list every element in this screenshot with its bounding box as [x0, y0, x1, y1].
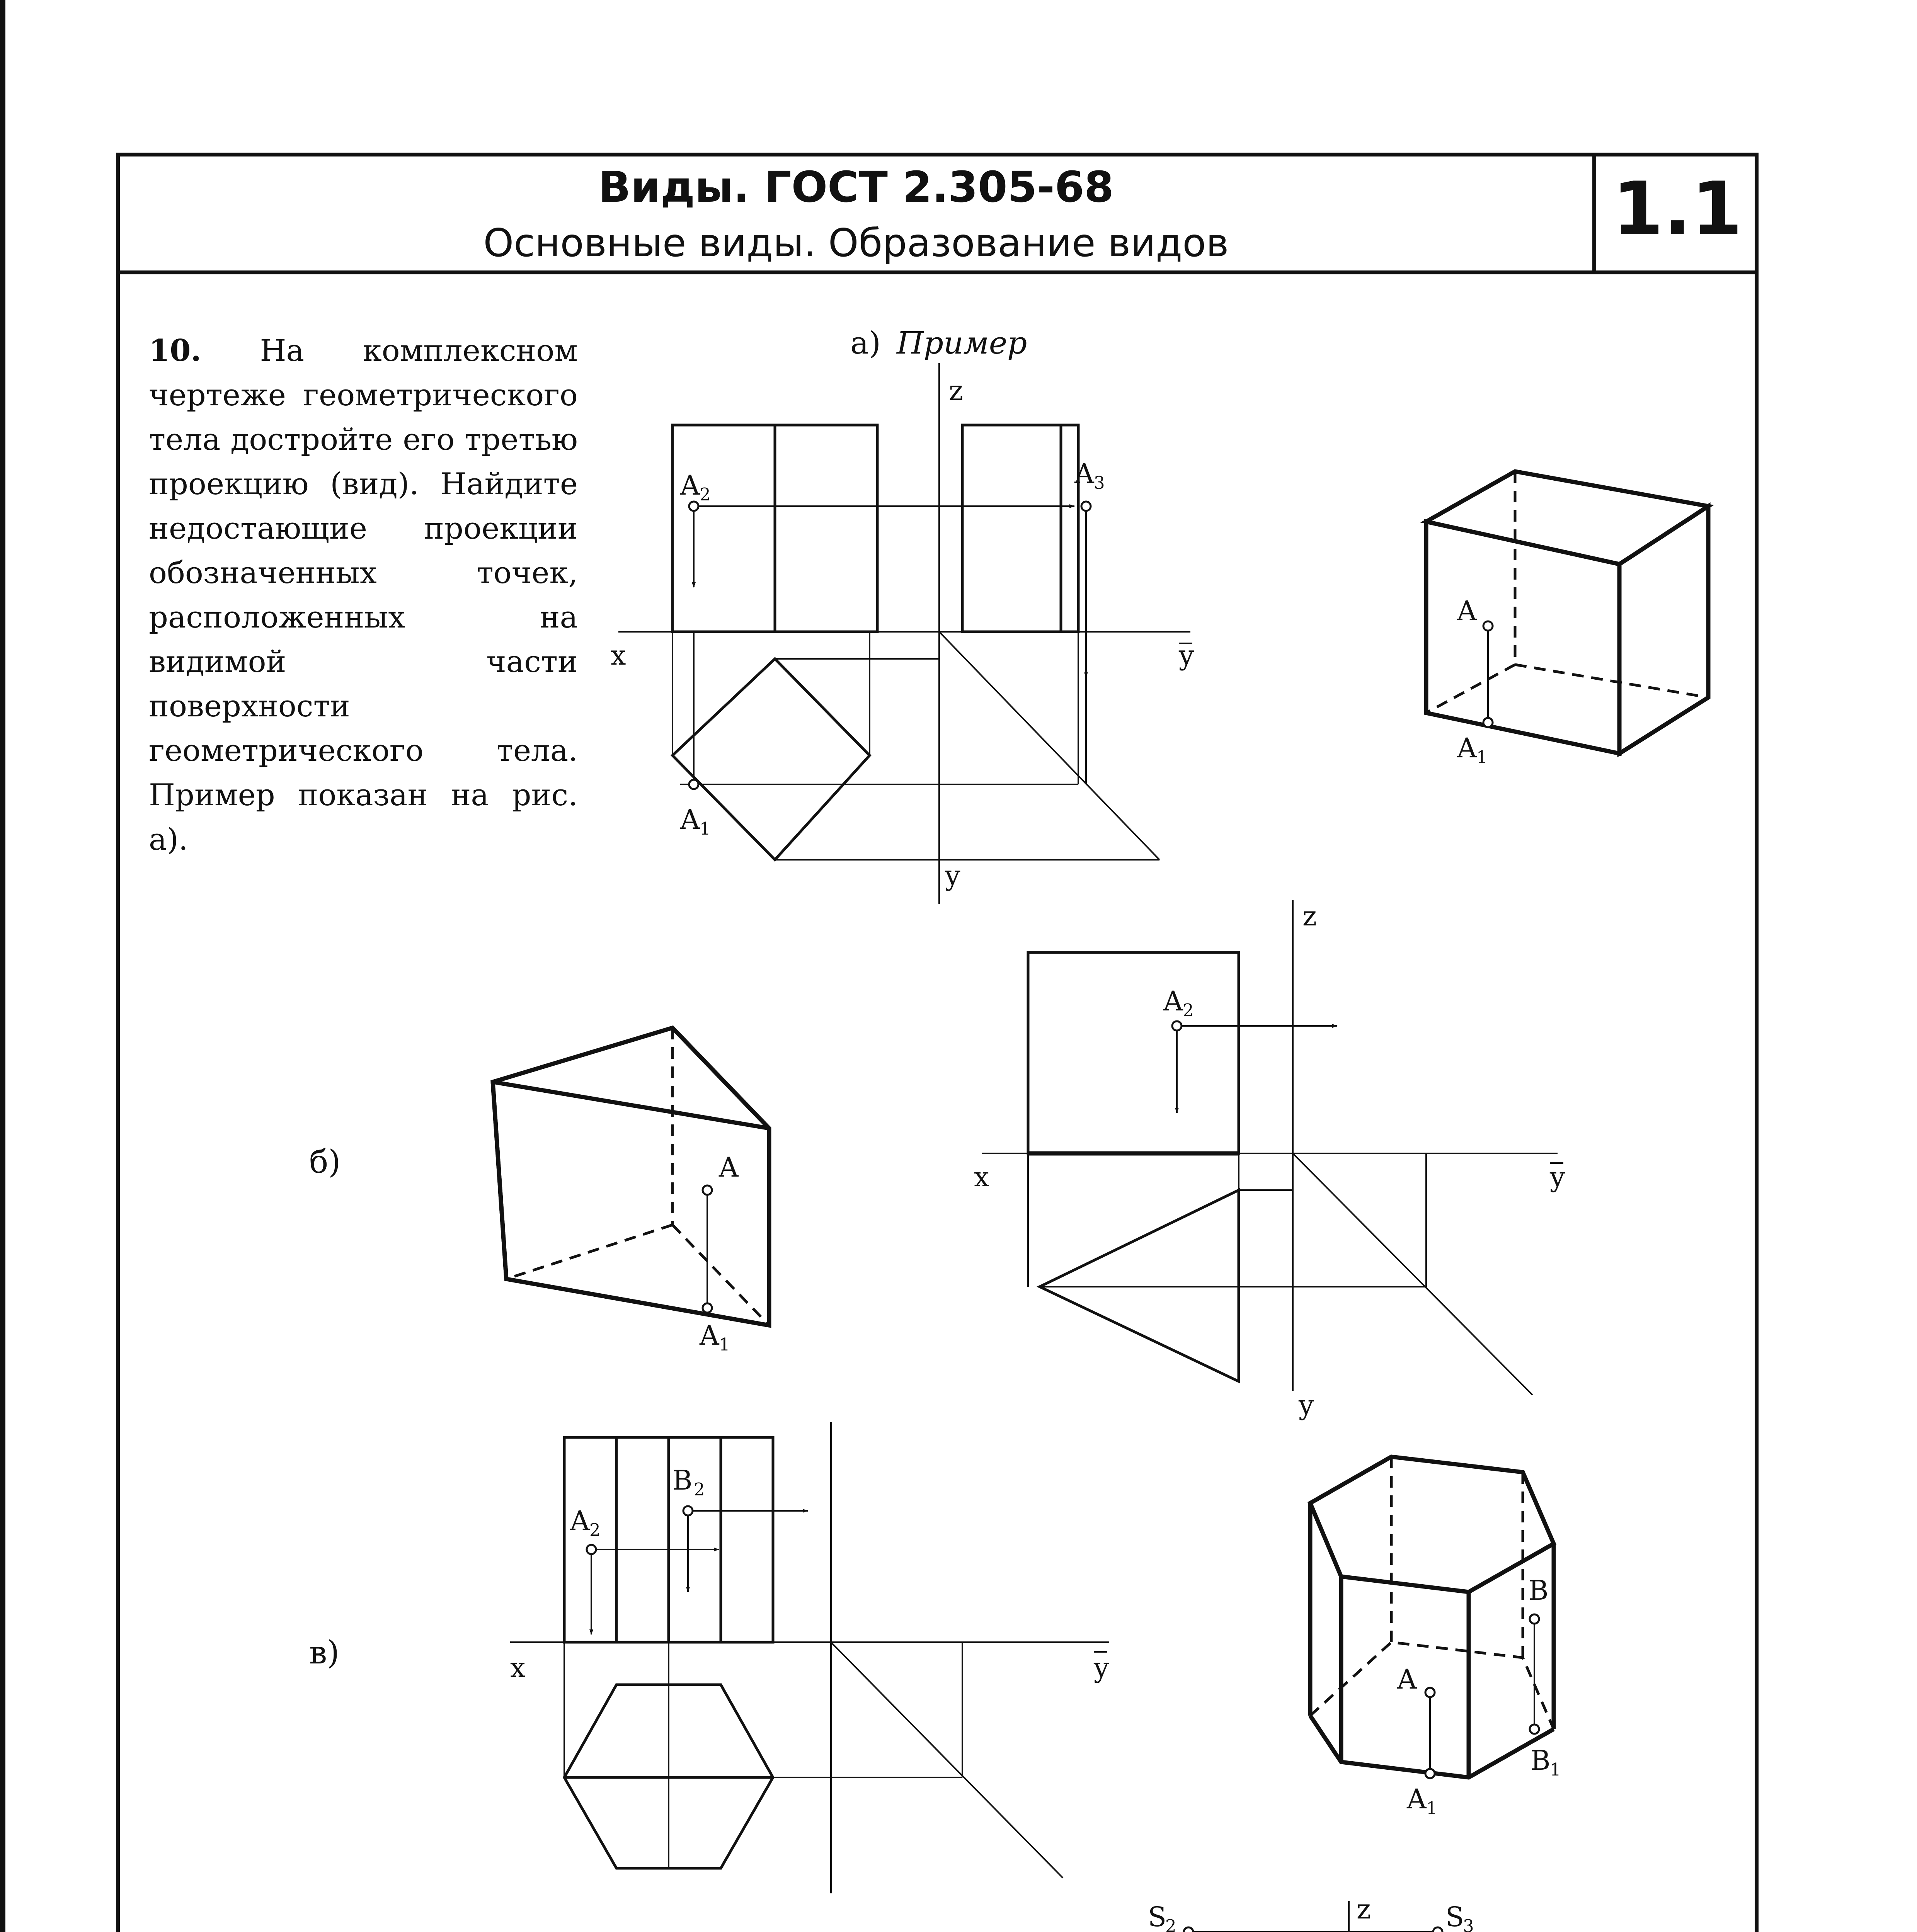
- svg-text:y: y: [1094, 1652, 1109, 1684]
- label-A3: A: [1074, 458, 1094, 490]
- box-isometric: [1426, 471, 1708, 767]
- svg-text:B: B: [1531, 1745, 1551, 1776]
- y-bar-label: y: [1179, 639, 1194, 671]
- label-A2: A: [680, 469, 700, 501]
- svg-text:1: 1: [1476, 747, 1488, 767]
- figure-a-example: [611, 325, 1708, 904]
- svg-text:x: x: [510, 1652, 526, 1684]
- svg-text:3: 3: [1094, 473, 1105, 493]
- svg-text:2: 2: [1165, 1916, 1176, 1932]
- svg-text:y: y: [1299, 1389, 1314, 1421]
- page-title: Виды. ГОСТ 2.305-68: [598, 162, 1114, 212]
- svg-text:z: z: [1357, 1893, 1371, 1925]
- x-label: x: [611, 639, 626, 671]
- svg-text:S: S: [1445, 1901, 1464, 1932]
- section-number: 1.1: [1612, 166, 1743, 252]
- y-label: y: [945, 860, 960, 891]
- b-iso-label-A: A: [719, 1151, 739, 1183]
- svg-text:2: 2: [589, 1520, 601, 1540]
- b-label-A2: A: [1163, 985, 1183, 1017]
- svg-text:3: 3: [1463, 1916, 1474, 1932]
- figure-a-caption: Пример: [897, 325, 1027, 361]
- page-subtitle: Основные виды. Образование видов: [483, 220, 1229, 265]
- label-A1: A: [680, 804, 700, 835]
- svg-text:2: 2: [694, 1479, 705, 1500]
- figure-label-v: в): [309, 1634, 340, 1671]
- svg-text:1: 1: [719, 1334, 730, 1355]
- v-label-A2: A: [570, 1505, 590, 1537]
- svg-text:S: S: [1148, 1901, 1166, 1932]
- z-label: z: [949, 375, 963, 406]
- svg-text:x: x: [974, 1161, 989, 1193]
- svg-text:1: 1: [700, 818, 711, 839]
- iso-label-A: A: [1457, 595, 1477, 627]
- svg-text:2: 2: [1183, 1000, 1194, 1020]
- figure-a-caption-prefix: а): [850, 325, 881, 361]
- b-iso-label-A1: A: [700, 1320, 719, 1351]
- svg-text:A: A: [1397, 1663, 1417, 1695]
- svg-text:z: z: [1302, 900, 1317, 932]
- figure-g: [522, 1893, 1554, 1932]
- figure-label-b: б): [309, 1144, 341, 1180]
- svg-text:y: y: [1550, 1161, 1565, 1193]
- svg-text:1: 1: [1426, 1798, 1437, 1818]
- task-body: На комплексном чертеже геометрического тела достройте его третью проекцию (вид). Найдите недостающие проекции обозначенных точек, расположенных на видимой части поверхности геометрического тела. Пример показан на рис. а).: [149, 333, 578, 857]
- task-number: 10.: [149, 333, 201, 368]
- iso-label-A1: A: [1457, 732, 1477, 764]
- figure-v: [510, 1422, 1561, 1893]
- svg-text:2: 2: [700, 484, 711, 505]
- v-label-B2: B: [672, 1464, 693, 1496]
- svg-text:A: A: [1407, 1783, 1427, 1815]
- svg-text:1: 1: [1550, 1759, 1561, 1780]
- figure-b: [493, 900, 1565, 1421]
- svg-text:B: B: [1529, 1575, 1549, 1606]
